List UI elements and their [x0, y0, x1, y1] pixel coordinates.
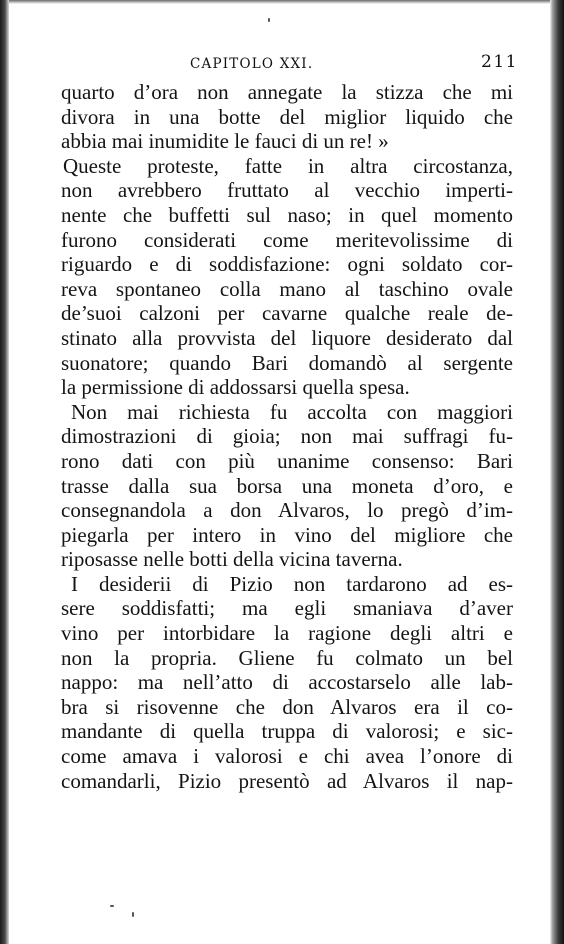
text-line: suonatore; quando Bari domandò al sergente: [61, 350, 513, 375]
paper-speck: [268, 18, 270, 22]
page-number: 211: [481, 52, 518, 72]
text-line: reva spontaneo colla mano al taschino ovale: [61, 276, 513, 301]
text-line: mandante di quella truppa di valorosi; e sic-: [61, 719, 513, 744]
paragraph-first-line: Non mai richiesta fu accolta con maggiori: [71, 399, 513, 424]
text-line: riposasse nelle botti della vicina taverna.: [61, 547, 403, 572]
text-line: riguardo e di soddisfazione: ogni soldato cor-: [61, 252, 513, 277]
running-header: [58, 52, 518, 74]
text-line: come amava i valorosi e chi avea l’onore di: [61, 744, 513, 769]
text-line: furono considerati come meritevolissime di: [61, 227, 513, 252]
paragraph-first-line: I desiderii di Pizio non tardarono ad es-: [71, 571, 513, 596]
text-line: consegnandola a don Alvaros, lo pregò d’im-: [61, 498, 513, 523]
text-line: rono dati con più unanime consenso: Bari: [61, 448, 513, 473]
scan-shadow-right: [550, 0, 564, 944]
text-line: nappo: ma nell’atto di accostarselo alle lab-: [61, 670, 513, 695]
text-line: de’suoi calzoni per cavarne qualche reale de-: [61, 301, 513, 326]
text-line: dimostrazioni di gioia; non mai suffragi fu-: [61, 424, 513, 449]
scan-shadow-top: [0, 0, 564, 4]
text-line: quarto d’ora non annegate la stizza che mi: [61, 80, 513, 104]
paper-speck: [132, 912, 134, 917]
text-line: comandarli, Pizio presentò ad Alvaros il nap-: [61, 768, 513, 793]
text-line: abbia mai inumidite le fauci di un re! »: [61, 129, 389, 154]
text-line: stinato alla provvista del liquore desiderato dal: [61, 325, 513, 350]
scan-shadow-left: [0, 0, 9, 944]
text-line: la permissione di addossarsi quella spesa.: [61, 375, 410, 400]
paper-speck: [110, 905, 114, 907]
text-line: nente che buffetti sul naso; in quel momento: [61, 202, 513, 227]
text-line: divora in una botte del miglior liquido che: [61, 104, 513, 129]
text-line: sere soddisfatti; ma egli smaniava d’aver: [61, 596, 513, 621]
chapter-title: CAPITOLO XXI.: [190, 56, 314, 72]
text-line: vino per intorbidare la ragione degli altri e: [61, 621, 513, 646]
text-line: trasse dalla sua borsa una moneta d’oro, e: [61, 473, 513, 498]
body-text: [61, 80, 513, 793]
paragraph-first-line: Queste proteste, fatte in altra circostanza,: [63, 153, 513, 178]
text-line: non avrebbero fruttato al vecchio imperti-: [61, 178, 513, 203]
text-line: piegarla per intero in vino del migliore che: [61, 522, 513, 547]
text-line: bra si risovenne che don Alvaros era il co-: [61, 694, 513, 719]
text-line: non la propria. Gliene fu colmato un bel: [61, 645, 513, 670]
